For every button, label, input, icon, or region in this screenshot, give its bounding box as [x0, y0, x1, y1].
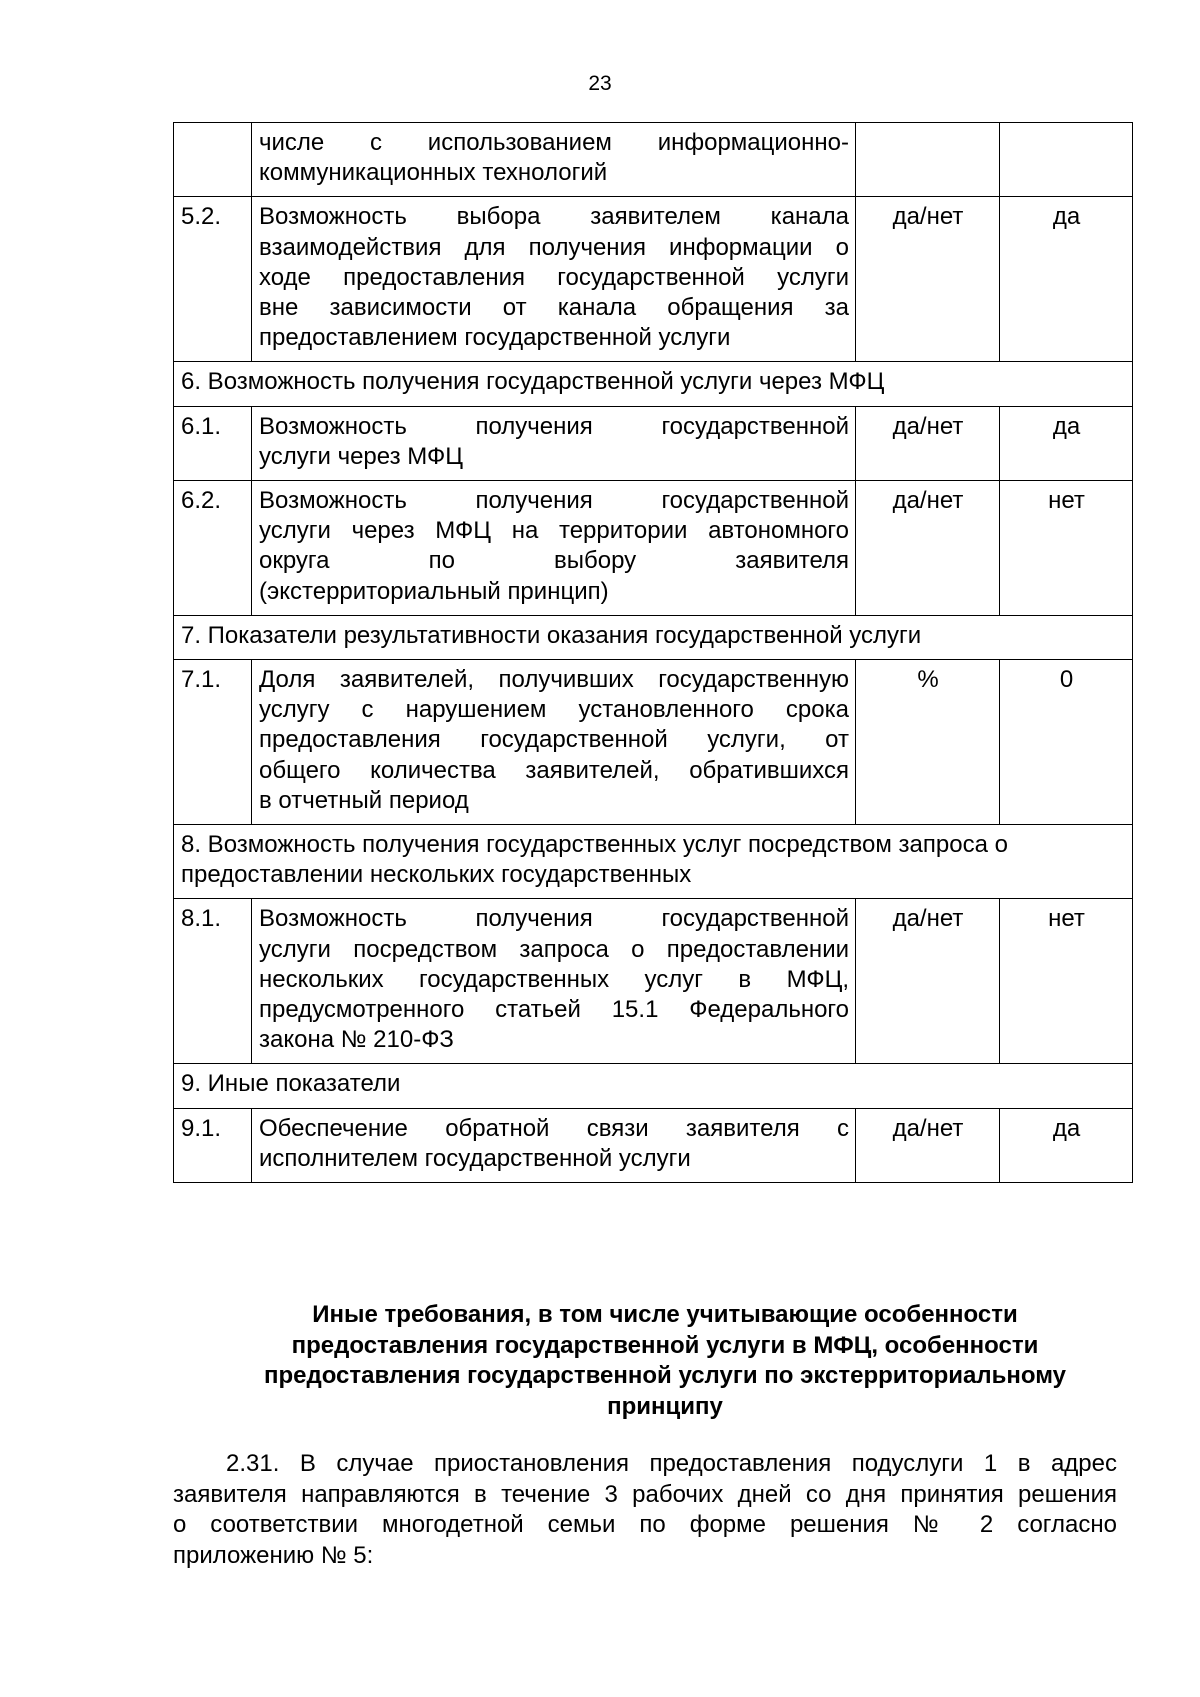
value-cell [1000, 123, 1133, 197]
text-line: закона № 210-ФЗ [259, 1026, 454, 1054]
text-line: услуги через МФЦ на территории автономного [259, 517, 849, 545]
heading-line: предоставления государственной услуги по экстерриториальному [263, 1362, 1067, 1389]
text-line: предоставлением государственной услуги [259, 324, 731, 352]
text-line: услуги через МФЦ [259, 442, 463, 470]
indicator-text [252, 1108, 856, 1182]
section-row [174, 1064, 1133, 1108]
unit-cell [856, 123, 1000, 197]
section-row [174, 362, 1133, 406]
row-number: 7.1. [174, 660, 252, 825]
text-line: Обеспечение обратной связи заявителя с [259, 1114, 849, 1142]
text-line: нескольких государственных услуг в МФЦ, [259, 965, 849, 993]
section-row [174, 615, 1133, 659]
table-row [174, 406, 1133, 480]
text-line: в отчетный период [259, 786, 469, 814]
value-cell: нет [1000, 899, 1133, 1064]
indicator-text [252, 123, 856, 197]
section-row [174, 825, 1133, 899]
text-line: 8. Возможность получения государственных услуг посредством запроса о [181, 831, 1008, 859]
indicator-text [252, 899, 856, 1064]
text-line: взаимодействия для получения информации о [259, 233, 849, 261]
section-title [174, 825, 1133, 899]
text-line: услуги посредством запроса о предоставлении [259, 935, 849, 963]
value-cell: да [1000, 197, 1133, 362]
text-line: общего количества заявителей, обратившихся [259, 756, 849, 784]
table-row [174, 899, 1133, 1064]
indicator-text [252, 481, 856, 616]
page-number: 23 [588, 72, 612, 95]
value-cell: да [1000, 406, 1133, 480]
row-number: 9.1. [174, 1108, 252, 1182]
table-row [174, 481, 1133, 616]
text-line: коммуникационных технологий [259, 159, 608, 187]
text-line: округа по выбору заявителя [259, 547, 849, 575]
paragraph-line: заявителя направляются в течение 3 рабочих дней со дня принятия решения [173, 1480, 1117, 1508]
row-number: 6.1. [174, 406, 252, 480]
row-number [174, 123, 252, 197]
unit-cell: да/нет [856, 481, 1000, 616]
text-line: услугу с нарушением установленного срока [259, 696, 849, 724]
body-paragraph [173, 1449, 1117, 1571]
section-title: 9. Иные показатели [174, 1064, 1133, 1108]
value-cell: да [1000, 1108, 1133, 1182]
heading-line: предоставления государственной услуги в МФЦ, особенности [291, 1331, 1039, 1359]
text-line: вне зависимости от канала обращения за [259, 294, 849, 322]
text-line: Возможность получения государственной [259, 412, 849, 440]
value-cell: 0 [1000, 660, 1133, 825]
paragraph-line: 2.31. В случае приостановления предоставления подуслуги 1 в адрес [226, 1450, 1117, 1477]
table-row [174, 660, 1133, 825]
unit-cell: да/нет [856, 406, 1000, 480]
text-line: (экстерриториальный принцип) [259, 577, 609, 605]
unit-cell: да/нет [856, 197, 1000, 362]
unit-cell: да/нет [856, 899, 1000, 1064]
indicators-table [173, 122, 1133, 1183]
unit-cell: да/нет [856, 1108, 1000, 1182]
text-line: предоставления государственной услуги, от [259, 726, 849, 754]
text-line: исполнителем государственной услуги [259, 1144, 691, 1172]
row-number: 5.2. [174, 197, 252, 362]
text-line: Возможность получения государственной [259, 905, 849, 933]
text-line: Возможность выбора заявителем канала [259, 203, 849, 231]
indicator-text [252, 197, 856, 362]
indicator-text [252, 406, 856, 480]
heading-line: Иные требования, в том числе учитывающие особенности [312, 1301, 1018, 1328]
value-cell: нет [1000, 481, 1133, 616]
table-row [174, 197, 1133, 362]
table-row [174, 123, 1133, 197]
heading-line: принципу [607, 1392, 723, 1420]
section-title: 6. Возможность получения государственной услуги через МФЦ [174, 362, 1133, 406]
row-number: 8.1. [174, 899, 252, 1064]
text-line: числе с использованием информационно- [259, 129, 849, 156]
text-line: Доля заявителей, получивших государственную [259, 666, 849, 694]
paragraph-line: о соответствии многодетной семьи по форме решения № 2 согласно [173, 1511, 1117, 1538]
table-row [174, 1108, 1133, 1182]
text-line: предусмотренного статьей 15.1 Федерального [259, 996, 849, 1024]
row-number: 6.2. [174, 481, 252, 616]
indicator-text [252, 660, 856, 825]
section-heading [215, 1300, 1115, 1422]
paragraph-line: приложению № 5: [173, 1541, 374, 1569]
unit-cell: % [856, 660, 1000, 825]
text-line: ходе предоставления государственной услуги [259, 263, 849, 291]
section-title: 7. Показатели результативности оказания государственной услуги [174, 615, 1133, 659]
text-line: предоставлении нескольких государственных [181, 861, 692, 889]
text-line: Возможность получения государственной [259, 487, 849, 515]
